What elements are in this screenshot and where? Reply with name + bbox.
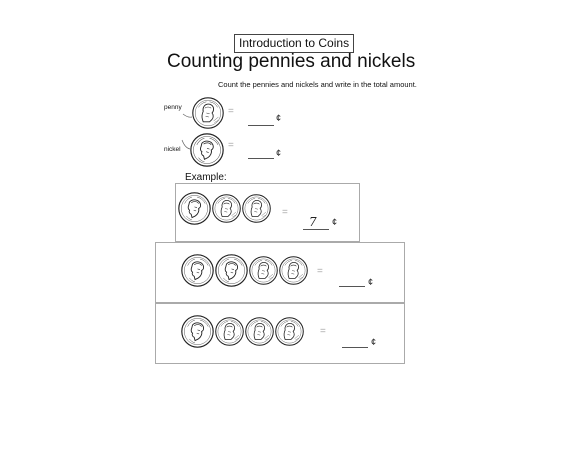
nickel-icon — [178, 192, 211, 225]
exercise-1-answer-blank[interactable] — [339, 286, 365, 287]
penny-icon — [215, 317, 244, 346]
cent-sign: ¢ — [371, 337, 377, 347]
penny-icon — [249, 256, 278, 285]
cent-sign: ¢ — [276, 113, 282, 123]
equals-sign: = — [317, 266, 323, 277]
cent-sign: ¢ — [276, 148, 282, 158]
penny-answer-blank[interactable] — [248, 125, 274, 126]
penny-icon — [279, 256, 308, 285]
nickel-label: nickel — [164, 146, 181, 153]
nickel-icon — [181, 254, 214, 287]
nickel-icon — [215, 254, 248, 287]
penny-icon — [275, 317, 304, 346]
penny-icon — [245, 317, 274, 346]
penny-icon — [242, 194, 271, 223]
exercise-2-answer-blank[interactable] — [342, 347, 368, 348]
example-label: Example: — [185, 172, 227, 183]
penny-icon — [212, 194, 241, 223]
example-answer: 7 — [309, 215, 317, 229]
worksheet-tag: Introduction to Coins — [234, 34, 354, 53]
cent-sign: ¢ — [368, 277, 374, 287]
equals-sign: = — [228, 140, 234, 151]
equals-sign: = — [228, 106, 234, 117]
nickel-icon — [190, 133, 224, 167]
nickel-icon — [181, 315, 214, 348]
penny-icon — [192, 97, 224, 129]
instructions: Count the pennies and nickels and write in the total amount. — [218, 80, 417, 89]
penny-label: penny — [164, 104, 182, 111]
equals-sign: = — [282, 207, 288, 218]
page-title: Counting pennies and nickels — [167, 51, 416, 72]
nickel-answer-blank[interactable] — [248, 158, 274, 159]
cent-sign: ¢ — [332, 217, 338, 227]
example-answer-blank — [303, 229, 329, 230]
equals-sign: = — [320, 326, 326, 337]
